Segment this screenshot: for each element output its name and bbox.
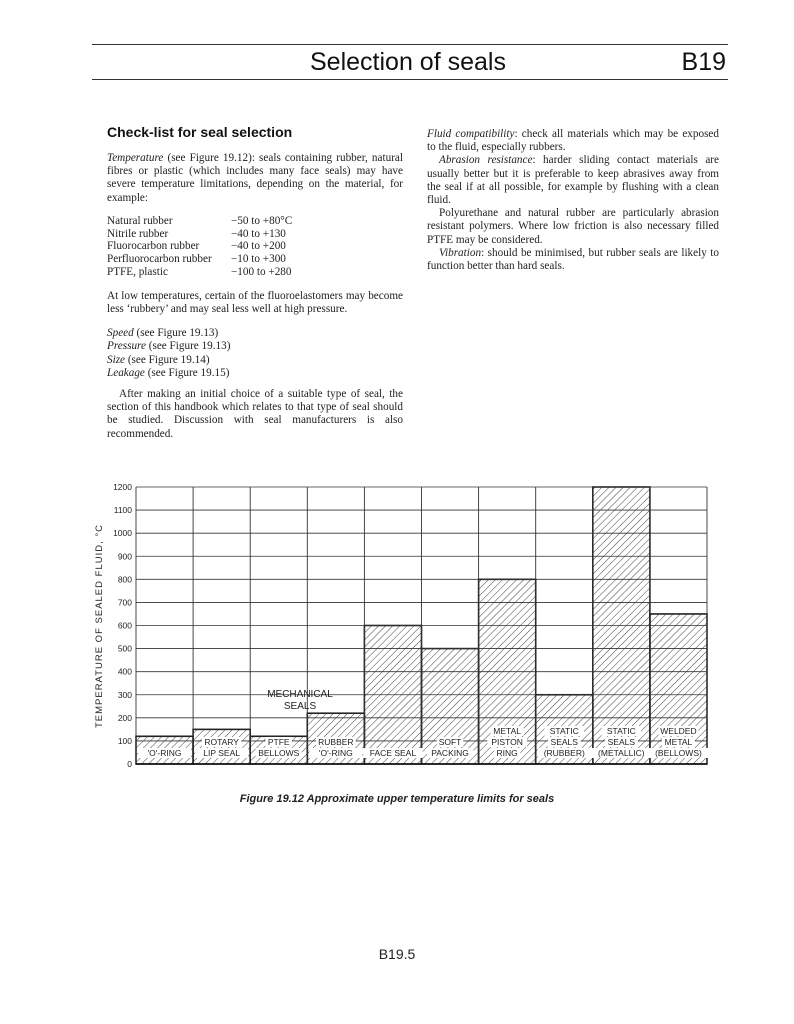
y-tick-label: 600 bbox=[117, 620, 132, 631]
category-label: RING bbox=[496, 748, 518, 758]
y-tick-label: 500 bbox=[117, 643, 132, 654]
after-paragraph: After making an initial choice of a suitable type of seal, the section of this handbook which relates to that type of seal should be studied. Discussion with seal manufacturers is also recommended. bbox=[107, 388, 403, 440]
y-tick-label: 200 bbox=[117, 712, 132, 723]
material-name: PTFE, plastic bbox=[107, 266, 168, 278]
reference-label: Size bbox=[107, 353, 126, 366]
category-label: FACE SEAL bbox=[369, 748, 417, 758]
material-range: −100 to +280 bbox=[231, 266, 292, 278]
category-label: (RUBBER) bbox=[543, 748, 585, 758]
mechanical-seals-annotation-2: SEALS bbox=[283, 701, 317, 712]
category-label: 'O'-RING bbox=[147, 748, 182, 758]
page-number: B19.5 bbox=[378, 946, 416, 962]
polyurethane-paragraph: Polyurethane and natural rubber are particularly abrasion resistant polymers. Where low friction is also necessary filled PTFE may be considered. bbox=[427, 207, 719, 246]
reference-text: (see Figure 19.14) bbox=[125, 353, 210, 366]
temperature-text: (see Figure 19.12): seals containing rubber, natural fibres or plastic (which includes many face seals) may have severe temperature limitations, depending on the material, for example: bbox=[107, 152, 403, 204]
category-label: PACKING bbox=[431, 748, 469, 758]
material-name: Fluorocarbon rubber bbox=[107, 240, 200, 253]
mechanical-seals-annotation: MECHANICAL bbox=[267, 689, 333, 700]
category-label: WELDED bbox=[660, 726, 697, 736]
section-code: B19 bbox=[681, 48, 726, 76]
reference-label: Speed bbox=[107, 327, 134, 340]
y-tick-label: 300 bbox=[117, 689, 132, 700]
y-tick-label: 0 bbox=[127, 759, 132, 769]
y-tick-label: 1000 bbox=[113, 528, 132, 539]
temperature-label: Temperature bbox=[107, 152, 164, 164]
category-label: BELLOWS bbox=[258, 748, 300, 758]
category-label: SOFT bbox=[438, 737, 462, 747]
category-label: LIP SEAL bbox=[203, 748, 241, 758]
material-range: −50 to +80°C bbox=[231, 214, 293, 227]
reference-text: (see Figure 19.13) bbox=[133, 327, 219, 340]
category-label: ROTARY bbox=[204, 737, 239, 747]
material-range: −10 to +300 bbox=[231, 253, 286, 266]
category-label: RUBBER bbox=[318, 737, 354, 747]
category-label: (METALLIC) bbox=[598, 748, 645, 758]
y-tick-label: 100 bbox=[117, 735, 132, 746]
material-range: −40 to +130 bbox=[231, 227, 286, 240]
category-label: PTFE bbox=[267, 737, 290, 747]
reference-text: (see Figure 19.13) bbox=[145, 340, 231, 353]
vibration-label: Vibration bbox=[439, 246, 482, 259]
reference-text: (see Figure 19.15) bbox=[144, 366, 230, 379]
category-label: (BELLOWS) bbox=[655, 748, 702, 758]
material-range: −40 to +200 bbox=[231, 240, 286, 253]
material-name: Nitrile rubber bbox=[107, 227, 169, 240]
fluid-label: Fluid compatibility bbox=[427, 128, 515, 140]
y-tick-label: 700 bbox=[117, 597, 132, 608]
abrasion-text: : harder sliding contact materials are usually better but it is preferable to keep abrasives away from the seal if at all possible, for example by flushing with a clean fluid. bbox=[427, 154, 719, 207]
y-tick-label: 900 bbox=[117, 551, 132, 562]
y-tick-label: 400 bbox=[117, 666, 132, 677]
category-label: STATIC bbox=[549, 726, 579, 736]
category-label: METAL bbox=[493, 726, 522, 736]
category-label: SEALS bbox=[550, 737, 578, 747]
y-axis-label: TEMPERATURE OF SEALED FLUID, °C bbox=[94, 523, 105, 729]
fluid-text: : check all materials which may be exposed to the fluid, especially rubbers. bbox=[427, 128, 719, 154]
reference-label: Leakage bbox=[107, 366, 145, 379]
category-label: SEALS bbox=[607, 737, 636, 747]
category-label: STATIC bbox=[606, 726, 636, 736]
figure-caption: Figure 19.12 Approximate upper temperature limits for seals bbox=[239, 793, 555, 805]
material-name: Natural rubber bbox=[107, 214, 173, 227]
y-tick-label: 800 bbox=[117, 574, 132, 585]
section-heading: Check-list for seal selection bbox=[107, 124, 293, 140]
y-tick-label: 1100 bbox=[113, 505, 132, 516]
category-label: PISTON bbox=[491, 737, 523, 747]
page-title: Selection of seals bbox=[310, 48, 506, 76]
category-label: 'O'-RING bbox=[318, 748, 353, 758]
category-label: METAL bbox=[664, 737, 693, 747]
low-temp-paragraph: At low temperatures, certain of the fluoroelastomers may become less ‘rubbery’ and may seal less well at high pressure. bbox=[107, 289, 403, 315]
material-name: Perfluorocarbon rubber bbox=[107, 253, 212, 266]
y-tick-label: 1200 bbox=[113, 482, 132, 492]
vibration-text: : should be minimised, but rubber seals are likely to function better than hard seals. bbox=[427, 246, 719, 273]
reference-label: Pressure bbox=[107, 340, 146, 353]
abrasion-label: Abrasion resistance bbox=[439, 154, 533, 167]
